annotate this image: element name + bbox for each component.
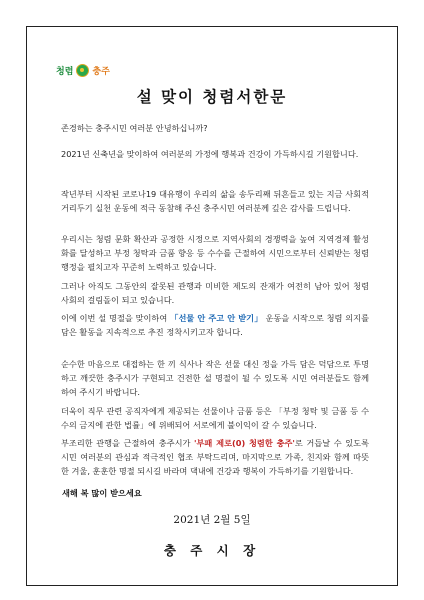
paragraph-6: 순수한 마음으로 대접하는 한 끼 식사나 작은 선물 대신 정을 가득 담은 덕담으로 투명하고 깨끗한 충주시가 구현되고 건전한 설 명절이 될 수 있도록 시민 여러분들도 함께하여 주시기 바랍니다.: [61, 359, 369, 397]
paragraph-5-text-end: 운동을 시작으로 청렴 의지를 담은 활동을 지속적으로 추진 정착시키고자 합니다.: [61, 313, 369, 337]
paragraph-8-text: 부조리한 관행을 근절하여 충주시가: [61, 438, 195, 448]
logo-text-left: 청렴: [56, 67, 74, 77]
campaign-highlight: 「선물 안 주고 안 받기」: [170, 313, 263, 323]
paragraph-3: 우리시는 청렴 문화 확산과 공정한 시정으로 지역사회의 경쟁력을 높여 지역경제 활성화를 달성하고 부정 청탁과 금품 향응 등 수수를 근절하여 시민으로부터 신뢰받는 청렴 행정을 펼치고자 꾸준히 노력하고 있습니다.: [61, 234, 369, 272]
paragraph-1: 2021년 신축년을 맞이하여 여러분의 가정에 행복과 건강이 가득하시길 기원합니다.: [61, 149, 359, 159]
greeting: 존경하는 충주시민 여러분 안녕하십니까?: [61, 123, 208, 133]
closing-greeting: 새해 복 많이 받으세요: [62, 488, 142, 498]
paragraph-8-text-end: 로 거듭날 수 있도록 시민 여러분의 관심과 적극적인 협조 부탁드리며, 마지막으로 가족, 친지와 함께 따뜻한 겨울, 훈훈한 명절 되시길 바라며 댁내에 건강과 행복이 가득하기를 기원합니다.: [61, 438, 369, 476]
paragraph-2: 작년부터 시작된 코로나19 대유행이 우리의 삶을 송두리째 뒤흔들고 있는 지금 사회적 거리두기 실천 운동에 적극 동참해 주신 충주시민 여러분께 깊은 감사를 드립니다.: [61, 189, 369, 213]
paragraph-7: 더욱이 직무 관련 공직자에게 제공되는 선물이나 금품 등은 「부정 청탁 및 금품 등 수수의 금지에 관한 법률」에 위배되어 서로에게 불이익이 갈 수 있습니다.: [61, 406, 369, 430]
city-logo: [56, 64, 110, 77]
slogan-highlight: '부패 제로(0) 청렴한 충주': [194, 438, 295, 448]
logo-emblem-icon: [76, 64, 89, 77]
mayor-signature: 충 주 시 장: [163, 543, 261, 558]
paragraph-8: [61, 436, 369, 478]
page-title: 설 맞이 청렴서한문: [136, 88, 288, 106]
paragraph-5-text: 이에 이번 설 명절을 맞이하여: [61, 313, 171, 323]
paragraph-5: [61, 311, 369, 339]
paragraph-4: 그러나 아직도 그동안의 잘못된 관행과 미비한 제도의 잔재가 여전히 남아 있어 청렴 사회의 걸림돌이 되고 있습니다.: [61, 281, 369, 305]
letter-date: 2021년 2월 5일: [173, 514, 251, 526]
logo-text-right: 충주: [92, 67, 110, 77]
